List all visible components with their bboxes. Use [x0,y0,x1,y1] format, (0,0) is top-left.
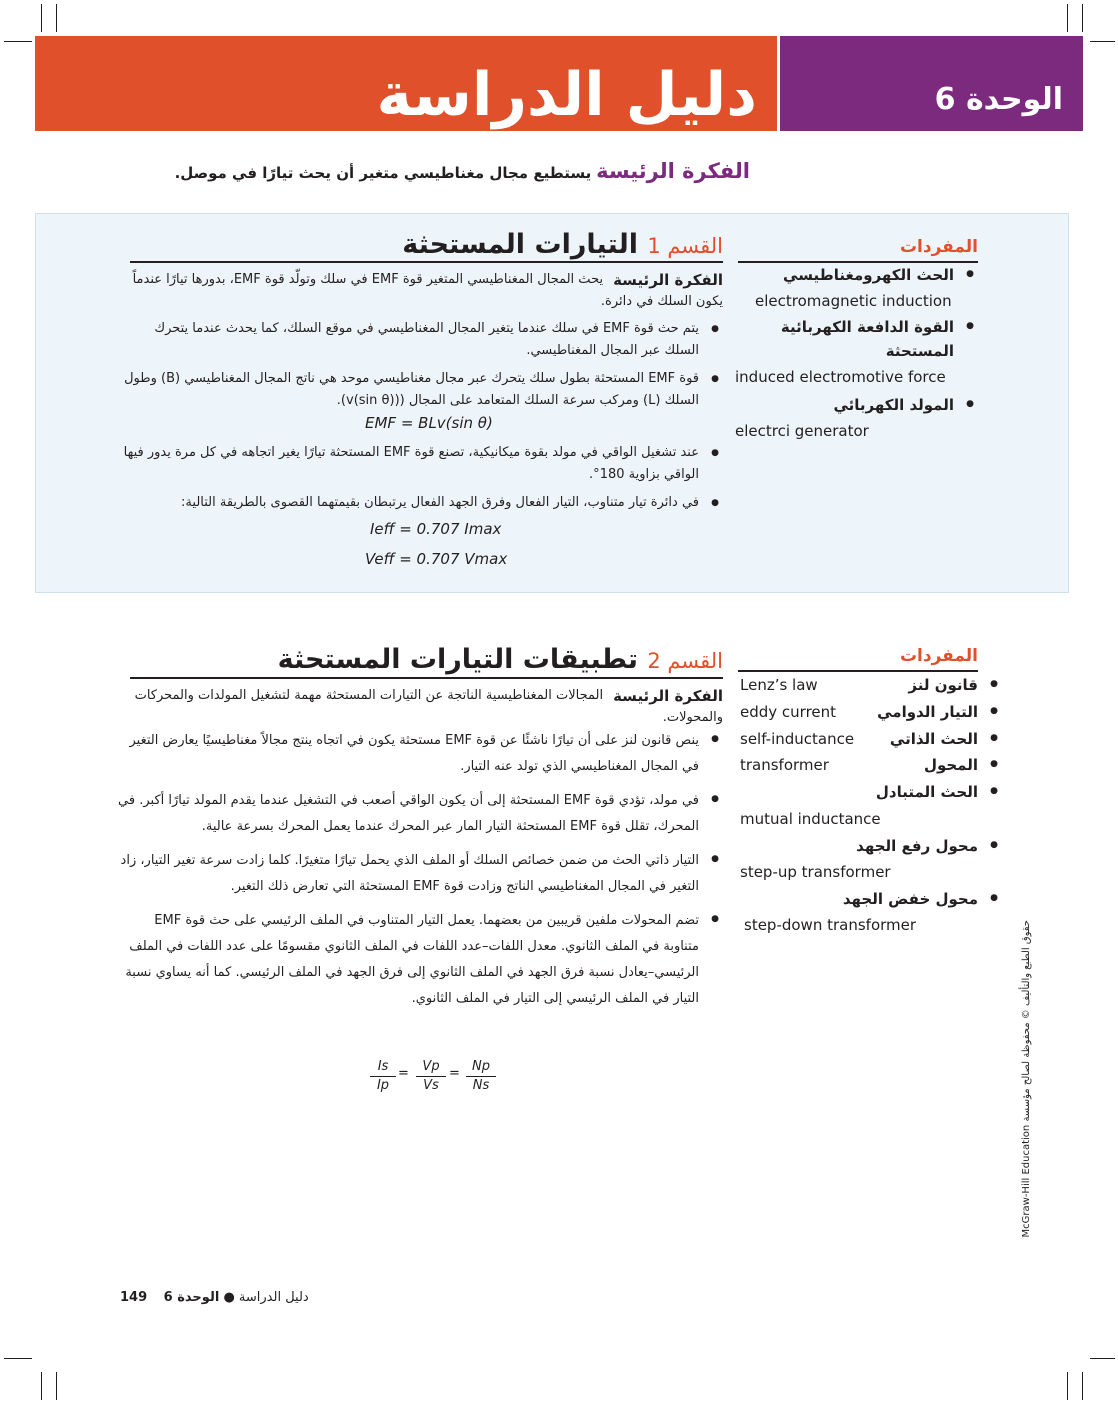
section1-title [300,228,723,263]
section2-vocab-item-en: step-down transformer [744,916,917,934]
crop-mark [1067,1372,1068,1400]
numerator: Vp [416,1058,446,1077]
list-item: ● في دائرة تيار متناوب، التيار الفعال وفرق الجهد الفعال يرتبطان بقيمتهما القصوى بالطريقة التالية: [118,492,723,514]
section1-vocab-item: ● المولد الكهربائي [760,393,978,417]
big-idea-text: يستطيع مجال مغناطيسي متغير أن يحث تيارًا في موصل. [174,164,592,182]
section1-main-idea [130,269,723,313]
section2-vocab-item-en: eddy current [740,703,837,721]
section1-vocab-item: ● الحث الكهرومغناطيسي [760,263,978,287]
section2-vocab-item-en: step-up transformer [740,863,891,881]
big-idea [120,152,750,192]
section2-vocab-item: ● الحث المتبادل [800,780,1002,804]
section1-main-idea-text: يحث المجال المغناطيسي المتغير قوة EMF في سلك وتولّد قوة EMF، بدورها تيارًا عندماً يكون السلك في دائرة. [132,272,723,309]
crop-mark [56,4,57,32]
equals-sign: = [398,1066,409,1081]
transformer-formula [360,1058,510,1102]
section2-bullets [118,728,723,1012]
section1-vocab-item-en: electrci generator [735,422,869,440]
fraction [466,1058,496,1095]
section1-number: القسم 1 [647,234,723,258]
section2-vocab-item-en: mutual inductance [740,810,881,828]
section2-vocab-item-en: self-inductance [740,730,855,748]
section2-vocab-underline [738,670,978,672]
crop-mark [1067,4,1068,32]
section1-equation-emf: EMF = BLv(sin θ) [365,414,493,432]
section2-vocab-item: ● الحث الذاتي [865,727,1002,751]
crop-mark [4,1358,32,1359]
copyright-notice [1020,920,1036,1270]
section2-vocab-item-en: Lenz’s law [740,676,818,694]
crop-mark [1090,41,1115,42]
unit-label: الوحدة 6 [934,82,1063,117]
section2-underline [130,677,723,679]
page-number: 149 [120,1290,148,1305]
denominator: Ip [376,1078,390,1093]
list-item: ● عند تشغيل الواقي في مولد بقوة ميكانيكية، تصنع قوة EMF المستحثة تيارًا يغير اتجاهه في كل مرة يدور فيها الواقي بزاوية 180°. [118,442,723,486]
page-title: دليل الدراسة [376,60,757,130]
section1-vocab-item-en: electromagnetic induction [755,292,952,310]
section1-vocab-title: المفردات [899,237,978,257]
section1-vocab-item-en: induced electromotive force [735,368,946,386]
section1-vocab-item: ● القوة الدافعة الكهربائية المستحثة [760,315,978,363]
section2-vocab-item-en: transformer [740,756,829,774]
section2-main-idea-label: الفكرة الرئيسة [613,687,723,705]
section2-vocab-item: ● قانون لنز [860,673,1002,697]
numerator: Is [370,1058,396,1077]
crop-mark [1090,1358,1115,1359]
denominator: Vs [423,1078,439,1093]
crop-mark [41,1372,42,1400]
section2-title-text: تطبيقات التيارات المستحثة [277,644,638,675]
section2-main-idea [130,685,723,729]
footer-unit: الوحدة 6 [163,1290,220,1305]
crop-mark [56,1372,57,1400]
section2-vocab-item: ● محول خفض الجهد [800,887,1002,911]
section1-underline [130,261,723,263]
section2-vocab-item: ● المحول [860,753,1002,777]
fraction [416,1058,446,1095]
section1-main-idea-label: الفكرة الرئيسة [613,271,723,289]
section2-vocab-item: ● التيار الدوامي [850,700,1002,724]
footer-label: دليل الدراسة [238,1290,309,1305]
crop-mark [4,41,32,42]
footer-bullet: ● [223,1290,235,1305]
page-footer [120,1288,309,1308]
section2-number: القسم 2 [647,649,723,673]
section1-bullets [118,318,723,412]
list-item: ● التيار ذاتي الحث من ضمن خصائص السلك أو الملف الذي يحمل تيارًا متغيرًا. كلما زادت سرعة تغير التيار، زاد التغير في المجال المغناطيسي الناتج وزادت قوة EMF المستحثة التي تعارض ذلك التغير. [118,848,723,900]
list-item: ● يتم حث قوة EMF في سلك عندما يتغير المجال المغناطيسي في موقع السلك، كما يحدث عندما يتحرك السلك عبر المجال المغناطيسي. [118,318,723,362]
numerator: Np [466,1058,496,1077]
section1-equation-ieff: Ieff = 0.707 Imax [370,520,502,538]
section1-bullets-2 [118,442,723,514]
equals-sign: = [449,1066,460,1081]
fraction [370,1058,396,1095]
crop-mark [41,4,42,32]
list-item: ● قوة EMF المستحثة بطول سلك يتحرك عبر مجال مغناطيسي موحد هي ناتج المجال المغناطيسي (B) وطول السلك (L) ومركب سرعة السلك المتعامد على المجال ((v(sin θ)). [118,368,723,412]
section2-vocab-item: ● محول رفع الجهد [800,834,1002,858]
section2-title [150,643,723,678]
section2-vocab-title: المفردات [899,646,978,666]
list-item: ● تضم المحولات ملفين قريبين من بعضهما. يعمل التيار المتناوب في الملف الرئيسي على حث قوة EMF متناوبة في الملف الثانوي. معدل اللفات–عدد اللفات في الملف الثانوي مقسومًا على عدد اللفات في الملف الرئيسي–يعادل نسبة فرق الجهد في الملف الثانوي إلى فرق الجهد في الملف الرئيسي. كما أنه يساوي نسبة التيار في الملف الرئيسي إلى التيار في الملف الثانوي. [118,908,723,1012]
list-item: ● في مولد، تؤدي قوة EMF المستحثة إلى أن يكون الواقي أصعب في التشغيل عندما يقدم المولد تيارًا أكبر. في المحرك، تقلل قوة EMF المستحثة التيار المار عبر المحرك عندما يعمل المحرك بسرعة عالية. [118,788,723,840]
section1-equation-veff: Veff = 0.707 Vmax [365,550,508,568]
section2-main-idea-text: المجالات المغناطيسية الناتجة عن التيارات المستحثة مهمة لتشغيل المولدات والمحركات والمحولات. [134,688,723,725]
denominator: Ns [472,1078,490,1093]
crop-mark [1082,4,1083,32]
crop-mark [1082,1372,1083,1400]
big-idea-label: الفكرة الرئيسة [596,159,750,183]
section1-title-text: التيارات المستحثة [402,229,638,260]
copyright-text: حقوق الطبع والتأليف © محفوظة لصالح مؤسسة McGraw-Hill Education [1021,920,1032,1238]
list-item: ● ينص قانون لنز على أن تيارًا ناشئًا عن قوة EMF مستحثة يكون في اتجاه ينتج مجالاً مغناطيسيًا يعارض التغير في المجال المغناطيسي الذي تولد عنه التيار. [118,728,723,780]
